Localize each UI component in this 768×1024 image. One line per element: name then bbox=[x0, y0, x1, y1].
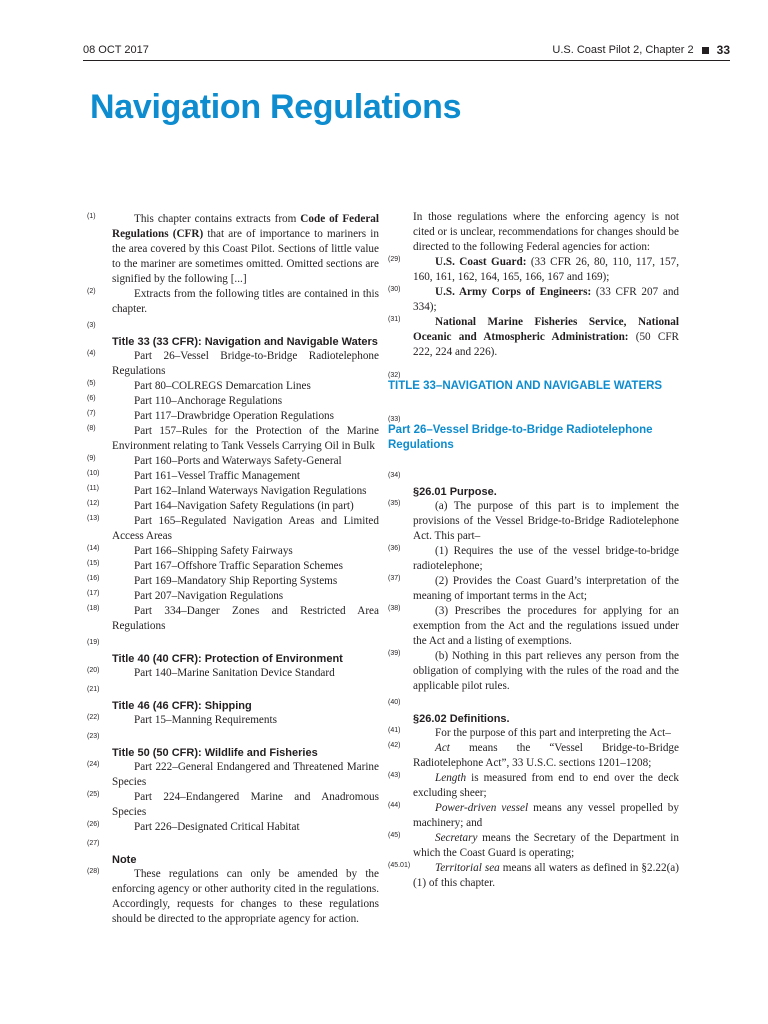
list-item: (37) (2) Provides the Coast Guard’s interpretation of the meaning of important terms in the Act; bbox=[388, 575, 679, 602]
definition-item: (42) Act means the “Vessel Bridge-to-Bridge Radiotelephone Act”, 33 U.S.C. sections 1201–1208; bbox=[388, 742, 679, 769]
paragraph-28-continued: In those regulations where the enforcing agency is not cited or is unclear, recommendations for changes should be directed to the following Federal agencies for action: bbox=[413, 211, 679, 253]
list-item: (10) Part 161–Vessel Traffic Management bbox=[87, 470, 301, 482]
title-50-parts-list bbox=[87, 760, 379, 835]
list-item: (13) Part 165–Regulated Navigation Areas and Limited Access Areas bbox=[87, 515, 379, 542]
heading-note: (27) Note bbox=[87, 840, 137, 866]
list-item: (17) Part 207–Navigation Regulations bbox=[87, 590, 284, 602]
heading-26-01: (34) §26.01 Purpose. bbox=[388, 472, 497, 498]
heading-title-46: (21) Title 46 (46 CFR): Shipping bbox=[87, 686, 252, 712]
list-item: (16) Part 169–Mandatory Ship Reporting Systems bbox=[87, 575, 338, 587]
definition-item: (45) Secretary means the Secretary of the Department in which the Coast Guard is operating; bbox=[388, 832, 679, 859]
paragraph-28: (28) These regulations can only be amended by the enforcing agency or other authority cited in the regulations. Accordingly, requests for changes to these regulations should be directed to the appropriate agency for action. bbox=[87, 868, 379, 925]
list-item: (7) Part 117–Drawbridge Operation Regulations bbox=[87, 410, 334, 422]
list-item: (4) Part 26–Vessel Bridge-to-Bridge Radiotelephone Regulations bbox=[87, 350, 379, 377]
definition-item: (43) Length is measured from end to end over the deck excluding sheer; bbox=[388, 772, 679, 799]
running-title: U.S. Coast Pilot 2, Chapter 2 bbox=[552, 44, 694, 56]
section-part-26: (33) Part 26–Vessel Bridge-to-Bridge Radiotelephone Regulations bbox=[388, 416, 653, 451]
title-33-parts-list bbox=[87, 349, 379, 634]
left-column bbox=[87, 210, 379, 927]
list-item: (38) (3) Prescribes the procedures for applying for an exemption from the Act and the regulations issued under the Act and a listing of exemptions. bbox=[388, 605, 679, 647]
list-item: (36) (1) Requires the use of the vessel bridge-to-bridge radiotelephone; bbox=[388, 545, 679, 572]
right-column bbox=[388, 210, 679, 891]
header-right bbox=[552, 43, 730, 57]
list-item: (35) (a) The purpose of this part is to implement the provisions of the Vessel Bridge-to-Bridge Radiotelephone Act. This part– bbox=[388, 500, 679, 542]
square-bullet-icon bbox=[702, 47, 709, 54]
section-26-01-paragraphs bbox=[388, 499, 679, 694]
list-item: (9) Part 160–Ports and Waterways Safety-General bbox=[87, 455, 342, 467]
list-item: (8) Part 157–Rules for the Protection of the Marine Environment relating to Tank Vessels Carrying Oil in Bulk bbox=[87, 425, 379, 452]
heading-title-50: (23) Title 50 (50 CFR): Wildlife and Fisheries bbox=[87, 733, 318, 759]
list-item: (12) Part 164–Navigation Safety Regulations (in part) bbox=[87, 500, 354, 512]
page-title: Navigation Regulations bbox=[90, 88, 462, 126]
list-item: (24) Part 222–General Endangered and Threatened Marine Species bbox=[87, 761, 379, 788]
heading-26-02: (40) §26.02 Definitions. bbox=[388, 699, 510, 725]
definitions-list bbox=[388, 741, 679, 891]
list-item: (22) Part 15–Manning Requirements bbox=[87, 714, 277, 726]
paragraph-41: (41) For the purpose of this part and interpreting the Act– bbox=[388, 727, 671, 739]
list-item: (18) Part 334–Danger Zones and Restricted Area Regulations bbox=[87, 605, 379, 632]
definition-item: (45.01) Territorial sea means all waters as defined in §2.22(a) (1) of this chapter. bbox=[388, 862, 679, 889]
page-header bbox=[0, 0, 768, 60]
header-date: 08 OCT 2017 bbox=[83, 44, 149, 56]
heading-title-40: (19) Title 40 (40 CFR): Protection of Environment bbox=[87, 639, 343, 665]
list-item: (11) Part 162–Inland Waterways Navigation Regulations bbox=[87, 485, 367, 497]
agency-army-corps: (30) U.S. Army Corps of Engineers: (33 CFR 207 and 334); bbox=[388, 286, 680, 313]
agency-nmfs-noaa: (31) National Marine Fisheries Service, National Oceanic and Atmospheric Administration: (50 CFR 222, 224 and 226). bbox=[388, 316, 679, 358]
list-item: (26) Part 226–Designated Critical Habitat bbox=[87, 821, 300, 833]
header-rule bbox=[83, 60, 730, 61]
list-item: (25) Part 224–Endangered Marine and Anadromous Species bbox=[87, 791, 379, 818]
paragraph-2: (2) Extracts from the following titles are contained in this chapter. bbox=[87, 288, 379, 315]
list-item: (5) Part 80–COLREGS Demarcation Lines bbox=[87, 380, 311, 392]
agency-coast-guard: (29) U.S. Coast Guard: (33 CFR 26, 80, 110, 117, 157, 160, 161, 162, 164, 165, 166, 167 and 169); bbox=[388, 256, 680, 283]
page-number: 33 bbox=[716, 43, 730, 57]
paragraph-1: (1) This chapter contains extracts from Code of Federal Regulations (CFR) that are of importance to mariners in the area covered by this Coast Pilot. Sections of little value to the mariner are sometimes omitted. Omitted sections are signified by the following [...] bbox=[87, 213, 379, 285]
list-item: (20) Part 140–Marine Sanitation Device Standard bbox=[87, 667, 335, 679]
heading-title-33: (3) Title 33 (33 CFR): Navigation and Navigable Waters bbox=[87, 322, 378, 348]
definition-item: (44) Power-driven vessel means any vessel propelled by machinery; and bbox=[388, 802, 679, 829]
list-item: (14) Part 166–Shipping Safety Fairways bbox=[87, 545, 293, 557]
list-item: (15) Part 167–Offshore Traffic Separation Schemes bbox=[87, 560, 344, 572]
section-title-33: (32) TITLE 33–NAVIGATION AND NAVIGABLE WATERS bbox=[388, 372, 663, 392]
list-item: (39) (b) Nothing in this part relieves any person from the obligation of complying with the rules of the road and the applicable pilot rules. bbox=[388, 650, 679, 692]
list-item: (6) Part 110–Anchorage Regulations bbox=[87, 395, 283, 407]
